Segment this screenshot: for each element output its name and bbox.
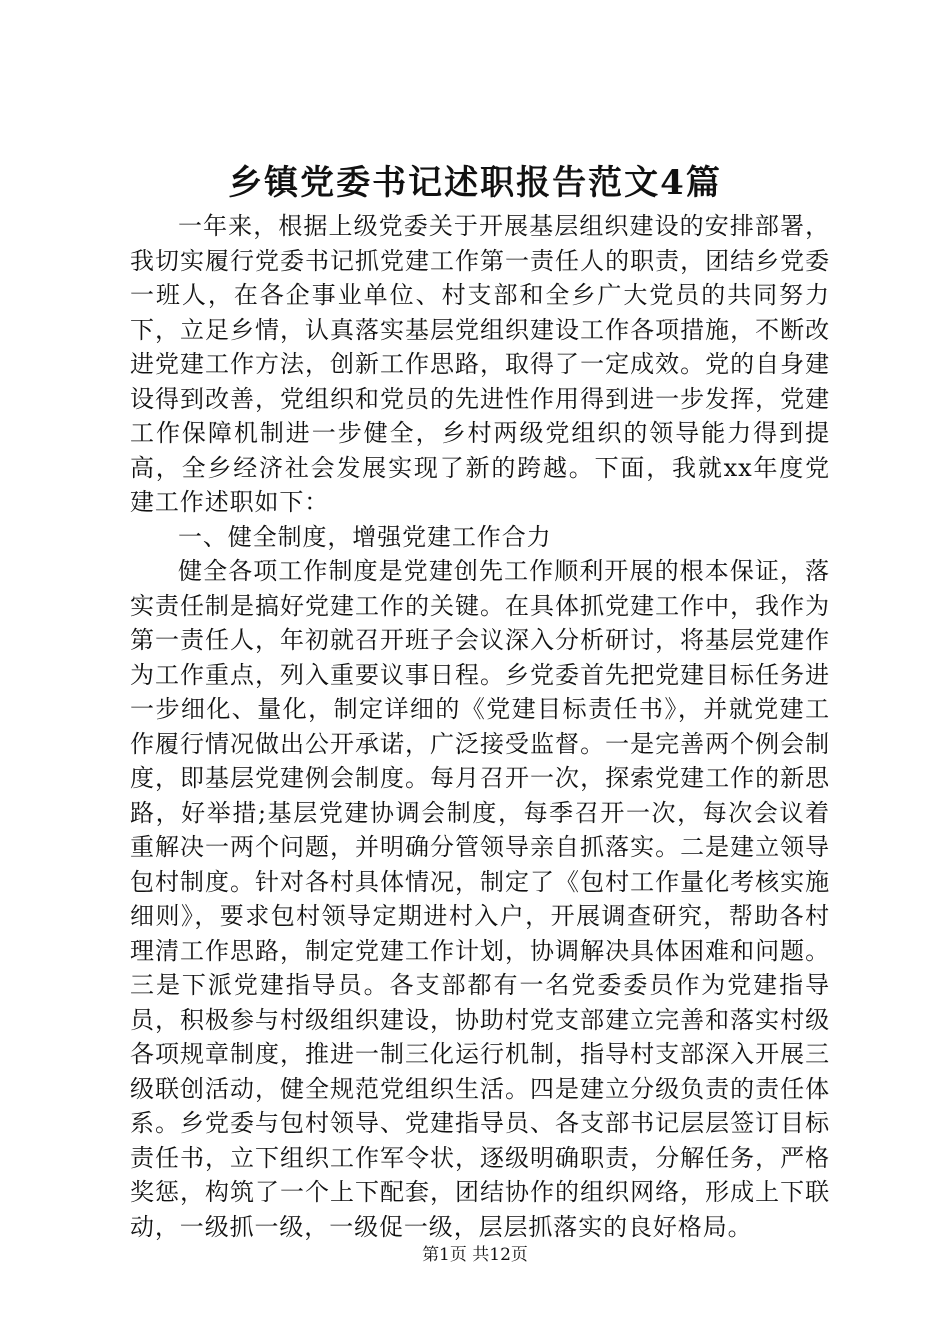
intro-paragraph: 一年来，根据上级党委关于开展基层组织建设的安排部署，我切实履行党委书记抓党建工作第一责任人的职责，团结乡党委一班人，在各企事业单位、村支部和全乡广大党员的共同努力下，立足乡情，认真落实基层党组织建设工作各项措施，不断改进党建工作方法，创新工作思路，取得了一定成效。党的自身建设得到改善，党组织和党员的先进性作用得到进一步发挥，党建工作保障机制进一步健全，乡村两级党组织的领导能力得到提高，全乡经济社会发展实现了新的跨越。下面，我就xx年度党建工作述职如下：	[130, 212, 830, 516]
section-heading: 一、健全制度，增强党建工作合力	[178, 522, 552, 551]
document-body	[130, 209, 830, 1244]
section-paragraph: 健全各项工作制度是党建创先工作顺利开展的根本保证，落实责任制是搞好党建工作的关键。在具体抓党建工作中，我作为第一责任人，年初就召开班子会议深入分析研讨，将基层党建作为工作重点，列入重要议事日程。乡党委首先把党建目标任务进一步细化、量化，制定详细的《党建目标责任书》，并就党建工作履行情况做出公开承诺，广泛接受监督。一是完善两个例会制度，即基层党建例会制度。每月召开一次，探索党建工作的新思路，好举措;基层党建协调会制度，每季召开一次，每次会议着重解决一两个问题，并明确分管领导亲自抓落实。二是建立领导包村制度。针对各村具体情况，制定了《包村工作量化考核实施细则》，要求包村领导定期进村入户，开展调查研究，帮助各村理清工作思路，制定党建工作计划，协调解决具体困难和问题。三是下派党建指导员。各支部都有一名党委委员作为党建指导员，积极参与村级组织建设，协助村党支部建立完善和落实村级各项规章制度，推进一制三化运行机制，指导村支部深入开展三级联创活动，健全规范党组织生活。四是建立分级负责的责任体系。乡党委与包村领导、党建指导员、各支部书记层层签订目标责任书，立下组织工作军令状，逐级明确职责，分解任务，严格奖惩，构筑了一个上下配套，团结协作的组织网络，形成上下联动，一级抓一级，一级促一级，层层抓落实的良好格局。	[130, 557, 830, 1241]
page-footer: 第1页 共12页	[422, 1245, 528, 1265]
document-title: 乡镇党委书记述职报告范文4篇	[228, 163, 722, 203]
